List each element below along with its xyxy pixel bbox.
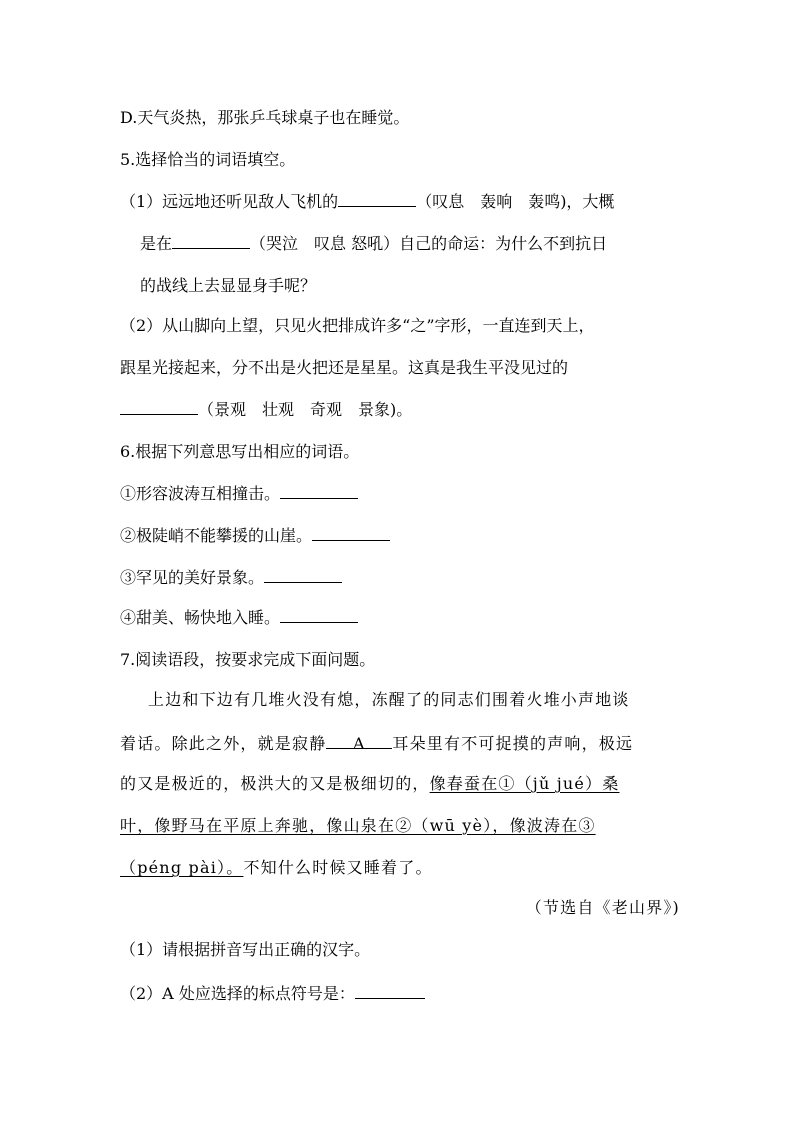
question-5-1-line-3: 的战线上去显显身手呢？: [140, 276, 317, 295]
text: 着话。除此之外，就是寂静: [120, 734, 327, 753]
underlined-text: （péng pài）。: [120, 858, 244, 877]
text: 耳朵里有不可捉摸的声响，极远: [392, 734, 634, 753]
question-6-item-2: [120, 524, 390, 548]
blank-a-label: A: [353, 734, 366, 753]
text: 是在: [140, 234, 173, 253]
answer-blank[interactable]: [172, 232, 250, 249]
text: （哭泣 叹息 怒吼）自己的命运：为什么不到抗日: [250, 234, 608, 253]
underlined-text: 叶，像野马在平原上奔驰，像山泉在②（wū yè），像波涛在③: [120, 816, 596, 835]
text: ③罕见的美好景象。: [120, 568, 265, 587]
answer-blank[interactable]: [355, 982, 425, 999]
text: ①形容波涛互相撞击。: [120, 484, 281, 503]
question-7-title: 7.阅读语段，按要求完成下面问题。: [120, 650, 376, 669]
text: （1）远远地还听见敌人飞机的: [120, 192, 339, 211]
question-5-2-line-1: （2）从山脚向上望，只见火把排成许多“之”字形，一直连到天上，: [120, 316, 595, 335]
text: ②极陡峭不能攀援的山崖。: [120, 526, 313, 545]
passage-line-2: [120, 732, 633, 756]
question-7-sub-1: （1）请根据拼音写出正确的汉字。: [120, 940, 371, 959]
question-5-2-line-2: 跟星光接起来，分不出是火把还是星星。这真是我生平没见过的: [120, 358, 569, 377]
question-6-item-3: [120, 566, 342, 590]
question-6-item-4: [120, 606, 358, 630]
text: （叹息 轰响 轰鸣)，大概: [416, 192, 615, 211]
question-6-title: 6.根据下列意思写出相应的词语。: [120, 442, 360, 461]
text: （景观 壮观 奇观 景象)。: [198, 400, 413, 419]
text: ④甜美、畅快地入睡。: [120, 608, 281, 627]
passage-line-3: [120, 772, 620, 796]
underlined-text: 像春蚕在①（jǔ jué）桑: [429, 774, 620, 793]
text: （2）A 处应选择的标点符号是：: [120, 984, 355, 1003]
text: 的又是极近的，极洪大的又是极细切的，: [120, 774, 430, 793]
question-5-1-line-1: [120, 190, 614, 214]
option-d: D.天气炎热，那张乒乓球桌子也在睡觉。: [120, 108, 410, 127]
question-5-title: 5.选择恰当的词语填空。: [120, 150, 296, 169]
answer-blank[interactable]: [280, 606, 358, 623]
answer-blank[interactable]: [338, 190, 416, 207]
answer-blank[interactable]: [280, 482, 358, 499]
passage-line-1: 上边和下边有几堆火没有熄，冻醒了的同志们围着火堆小声地谈: [148, 690, 630, 709]
question-6-item-1: [120, 482, 358, 506]
question-5-1-line-2: [140, 232, 607, 256]
passage-line-5: [120, 856, 433, 880]
text: 不知什么时候又睡着了。: [243, 858, 433, 877]
answer-blank[interactable]: [120, 398, 198, 415]
blank-a[interactable]: [326, 732, 392, 753]
question-7-sub-2: [120, 982, 425, 1006]
passage-line-4: [120, 814, 596, 838]
passage-source: （节选自《老山界》): [525, 898, 680, 917]
answer-blank[interactable]: [312, 524, 390, 541]
question-5-2-line-3: [120, 398, 412, 422]
answer-blank[interactable]: [264, 566, 342, 583]
